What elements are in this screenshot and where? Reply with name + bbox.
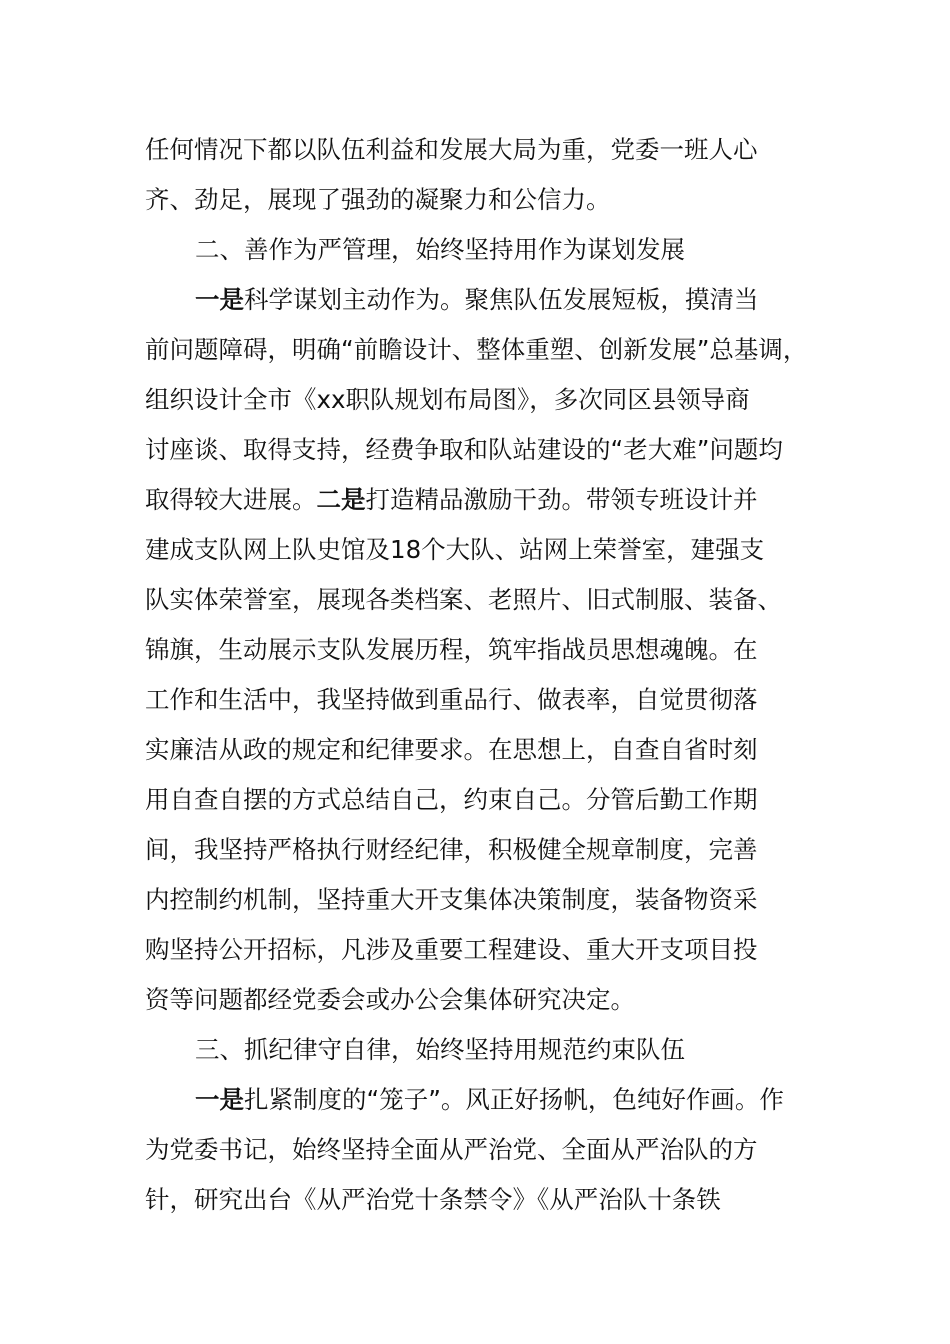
text-line: 间，我坚持严格执行财经纪律，积极健全规章制度，完善 <box>145 835 758 864</box>
section-heading: 三、抓纪律守自律，始终坚持用规范约束队伍 <box>195 1035 685 1064</box>
text-line: 前问题障碍，明确“前瞻设计、整体重塑、创新发展”总基调， <box>145 335 808 364</box>
emphasis: 一是 <box>195 285 244 314</box>
text-line: 任何情况下都以队伍利益和发展大局为重，党委一班人心 <box>145 135 758 164</box>
text-line: 针，研究出台《从严治党十条禁令》《从严治队十条铁 <box>145 1185 721 1214</box>
text-line: 讨座谈、取得支持，经费争取和队站建设的“老大难”问题均 <box>145 435 783 464</box>
text-line: 齐、劲足，展现了强劲的凝聚力和公信力。 <box>145 185 611 214</box>
emphasis: 二是 <box>316 485 366 514</box>
text-line: 内控制约机制，坚持重大开支集体决策制度，装备物资采 <box>145 885 758 914</box>
text-line: 锦旗，生动展示支队发展历程，筑牢指战员思想魂魄。在 <box>145 635 758 664</box>
emphasis: 一是 <box>195 1085 244 1114</box>
text-line: 实廉洁从政的规定和纪律要求。在思想上，自查自省时刻 <box>145 735 758 764</box>
text-line: 建成支队网上队史馆及18个大队、站网上荣誉室，建强支 <box>145 535 765 564</box>
text-line: 资等问题都经党委会或办公会集体研究决定。 <box>145 985 635 1014</box>
text-line: 一是扎紧制度的“笼子”。风正好扬帆，色纯好作画。作 <box>195 1085 784 1114</box>
text-line: 购坚持公开招标，凡涉及重要工程建设、重大开支项目投 <box>145 935 758 964</box>
text-line: 队实体荣誉室，展现各类档案、老照片、旧式制服、装备、 <box>145 585 782 614</box>
text-line: 工作和生活中，我坚持做到重品行、做表率，自觉贯彻落 <box>145 685 758 714</box>
text-line: 取得较大进展。二是打造精品激励干劲。带领专班设计并 <box>145 485 758 514</box>
section-heading: 二、善作为严管理，始终坚持用作为谋划发展 <box>195 235 685 264</box>
text-line: 组织设计全市《xx职队规划布局图》，多次同区县领导商 <box>145 385 750 414</box>
text-line: 为党委书记，始终坚持全面从严治党、全面从严治队的方 <box>145 1135 758 1164</box>
text-line: 一是科学谋划主动作为。聚焦队伍发展短板，摸清当 <box>195 285 759 314</box>
text-line: 用自查自摆的方式总结自己，约束自己。分管后勤工作期 <box>145 785 758 814</box>
